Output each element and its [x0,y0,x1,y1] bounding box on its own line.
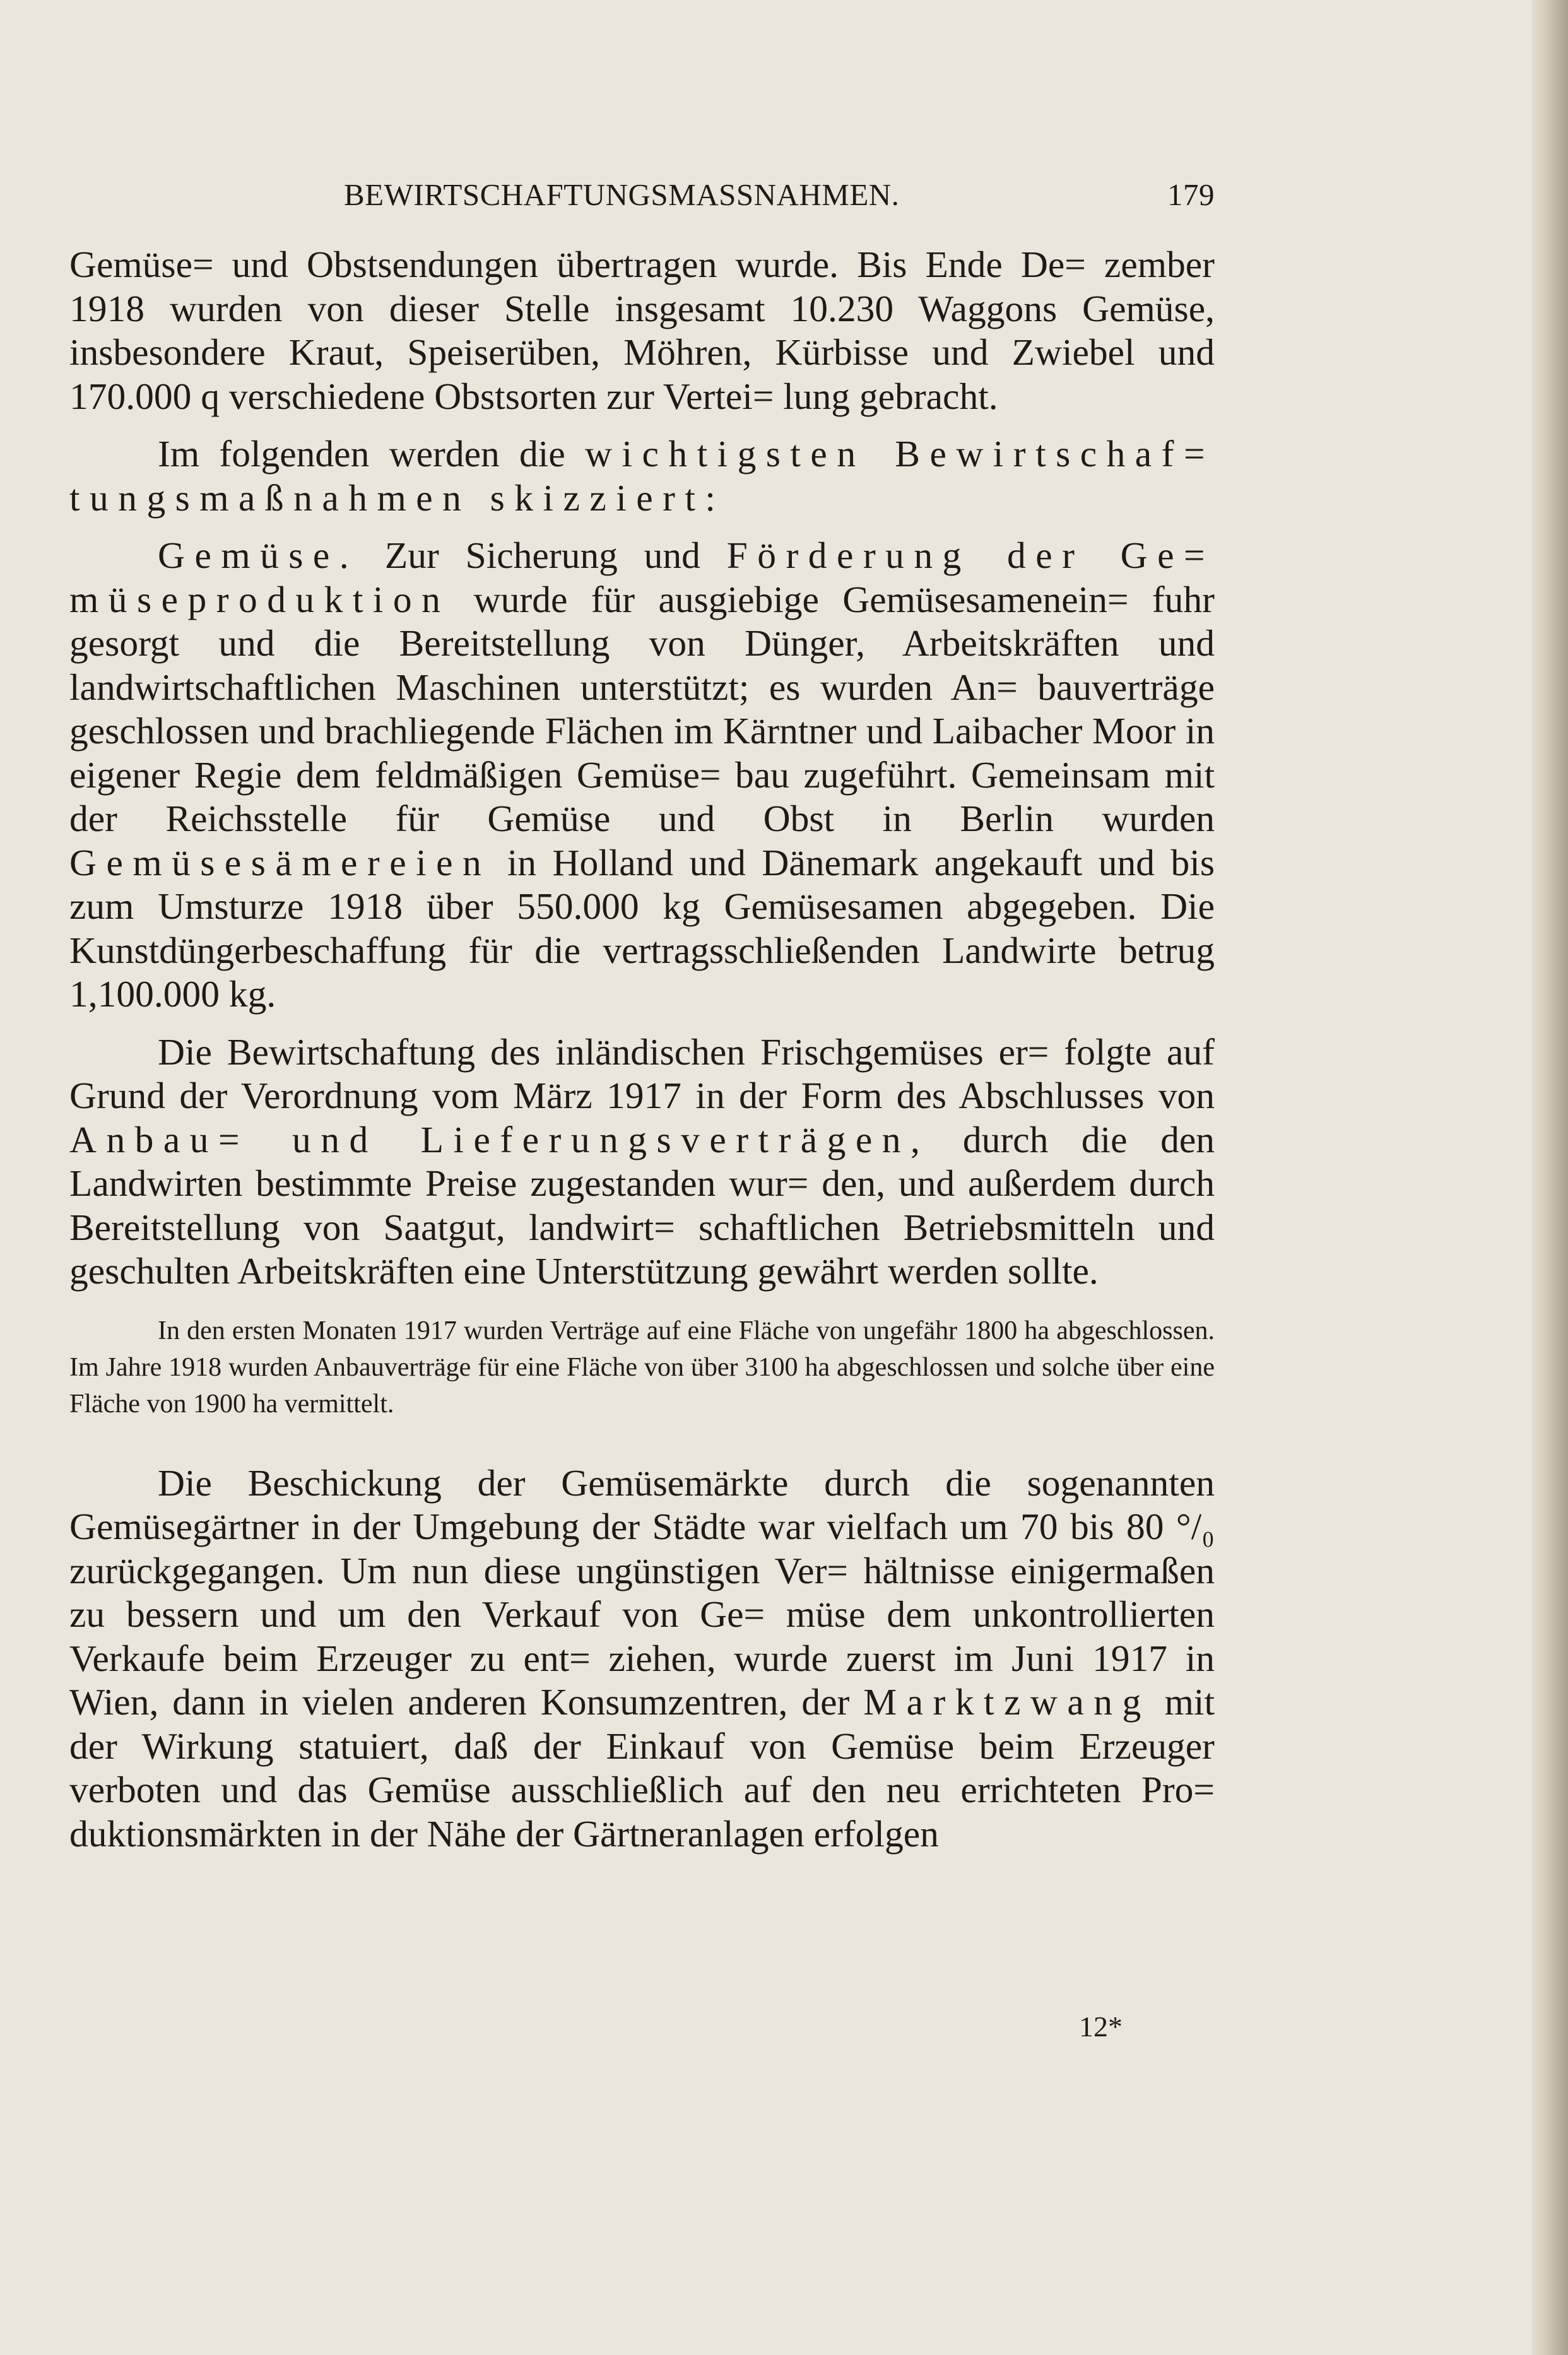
spaced-emphasis: Marktzwang [863,1681,1151,1723]
small-print-note [69,1313,1215,1422]
paragraph-5-text: mit der Wirkung statuiert, daß der Einkauf von Gemüse beim Erzeuger verboten und das Gemüse ausschließlich auf den neu errichteten Pro= duktionsmärkten in der Nähe der Gärtneranlagen erfolgen [69,1681,1215,1855]
spaced-emphasis: Anbau= und Lieferungsverträgen, [69,1118,930,1160]
spaced-emphasis: Förderung der Ge= müseproduktion [69,534,1215,620]
paragraph-5 [69,1461,1215,1856]
spaced-emphasis: wichtigsten Bewirtschaf= tungsmaßnahmen skizziert: [69,433,1215,519]
note-text: In den ersten Monaten 1917 wurden Verträge auf eine Fläche von ungefähr 1800 ha abgeschlossen. Im Jahre 1918 wurden Anbauverträge für eine Fläche von über 3100 ha abgeschlossen und solche über eine Fläche von 1900 ha vermittelt. [69,1316,1215,1419]
paragraph-2-text: Im folgenden werden die [158,433,586,475]
paragraph-3 [69,534,1215,1017]
paragraph-3-text: wurde für ausgiebige Gemüsesamenein= fuhr gesorgt und die Bereitstellung von Dünger, Arbeitskräften und landwirtschaftlichen Maschinen unterstützt; es wurden An= bauverträge geschlossen und brachliegende Flächen im Kärntner und Laibacher Moor in eigener Regie dem feldmäßigen Gemüse= bau zugeführt. Gemeinsam mit der Reichsstelle für Gemüse und Obst in Berlin wurden [69,578,1215,839]
page-number: 179 [1167,177,1215,212]
paragraph-4-text: Die Bewirtschaftung des inländischen Frischgemüses er= folgte auf Grund der Verordnung vom März 1917 in der Form des Abschlusses von [69,1030,1215,1116]
signature-mark: 12* [1079,2010,1123,2043]
paragraph-1-text: Gemüse= und Obstsendungen übertragen wurde. Bis Ende De= zember 1918 wurden von dieser Stelle insgesamt 10.230 Waggons Gemüse, insbesondere Kraut, Speiserüben, Möhren, Kürbisse und Zwiebel und 170.000 q verschiedene Obstsorten zur Vertei= lung gebracht. [69,244,1215,417]
paragraph-5-text: Die Beschickung der Gemüsemärkte durch die sogenannten Gemüsegärtner in der Umgebung der Städte war vielfach um 70 bis 80 °/₀ zurückgegangen. Um nun diese ungünstigen Ver= hältnisse einigermaßen zu bessern und um den Verkauf von Ge= müse dem unkontrollierten Verkaufe beim Erzeuger zu ent= ziehen, wurde zuerst im Juni 1917 in Wien, dann in vielen anderen Konsumzentren, der [69,1461,1215,1723]
spaced-emphasis: Gemüsesämereien [69,841,492,883]
running-head [344,170,1215,221]
page-edge-shadow [1531,0,1568,2355]
running-title: BEWIRTSCHAFTUNGSMASSNAHMEN. [344,177,900,212]
paragraph-2 [69,432,1215,520]
paragraph-3-text: in Holland und Dänemark angekauft und bis zum Umsturze 1918 über 550.000 kg Gemüsesamen abgegeben. Die Kunstdüngerbeschaffung für die vertragsschließenden Landwirte betrug 1,100.000 kg. [69,841,1215,1015]
section-lead-gemuese: Gemüse. [158,534,359,576]
paragraph-4 [69,1030,1215,1294]
text-block [69,243,1215,1856]
paragraph-4-text: durch die den Landwirten bestimmte Preise zugestanden wur= den, und außerdem durch Bereitstellung von Saatgut, landwirt= schaftlichen Betriebsmitteln und geschulten Arbeitskräften eine Unterstützung gewährt werden sollte. [69,1118,1215,1292]
paragraph-3-text: Zur Sicherung und [358,534,727,576]
paragraph-1 [69,243,1215,418]
